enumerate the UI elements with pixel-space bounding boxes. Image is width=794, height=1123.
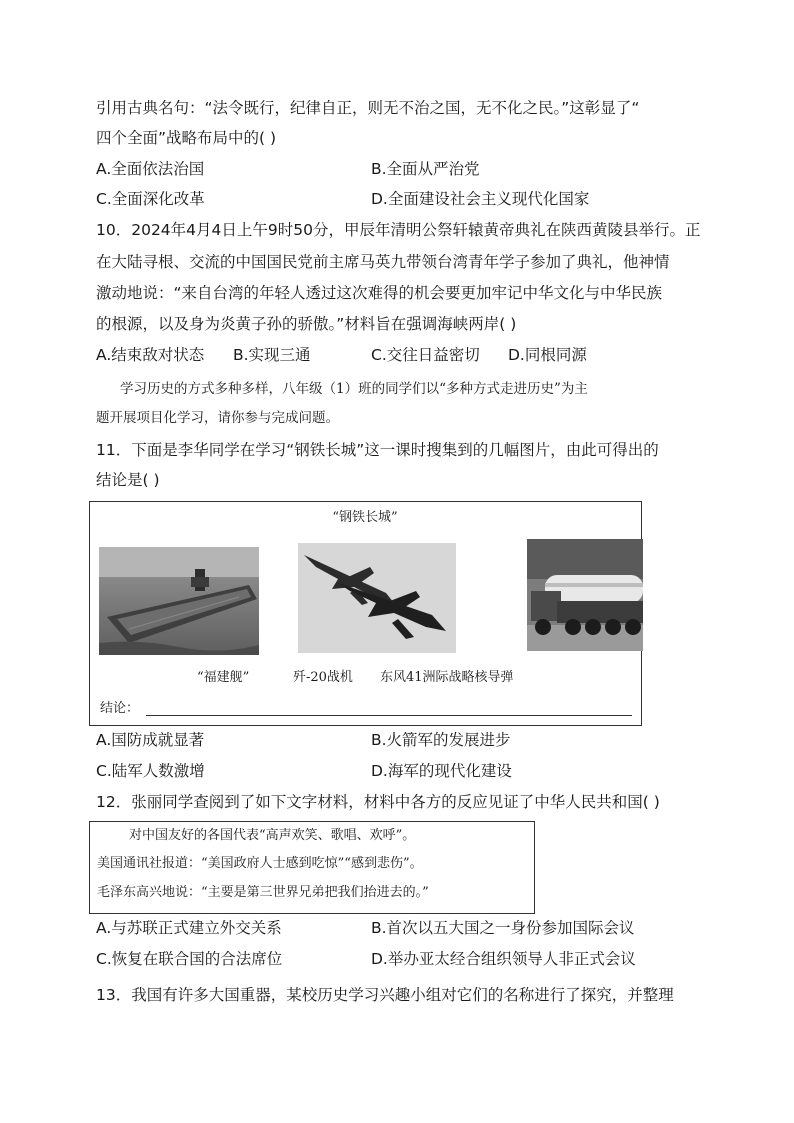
- q11-line1: 11．下面是李华同学在学习“钢铁长城”这一课时搜集到的几幅图片，由此可得出的: [96, 441, 659, 459]
- q10-option-a[interactable]: A.结束敌对状态: [96, 346, 205, 364]
- caption-j20: 歼-20战机: [293, 670, 353, 685]
- q13-line1: 13．我国有许多大国重器，某校历史学习兴趣小组对它们的名称进行了探究，并整理: [96, 986, 674, 1004]
- df41-missile-photo: [527, 539, 643, 651]
- conclusion-blank[interactable]: [146, 715, 632, 716]
- caption-df41: 东风41洲际战略核导弹: [380, 670, 514, 685]
- intro-line1: 学习历史的方式多种多样，八年级（1）班的同学们以“多种方式走进历史”为主: [120, 381, 588, 397]
- material-line3: 毛泽东高兴地说：“主要是第三世界兄弟把我们抬进去的。”: [97, 885, 429, 900]
- conclusion-label: 结论：: [100, 701, 140, 716]
- q9-stem-line2: 四个全面”战略布局中的( ): [96, 129, 277, 147]
- q12-option-c[interactable]: C.恢复在联合国的合法席位: [96, 950, 283, 968]
- j20-fighter-photo: [298, 543, 456, 653]
- q10-line1: 10．2024年4月4日上午9时50分，甲辰年清明公祭轩辕黄帝典礼在陕西黄陵县举行。正: [96, 221, 701, 239]
- q9-option-a[interactable]: A.全面依法治国: [96, 160, 205, 178]
- q10-line3: 激动地说：“来自台湾的年轻人透过这次难得的机会要更加牢记中华文化与中华民族: [96, 284, 663, 302]
- material-line1: 对中国友好的各国代表“高声欢笑、歌唱、欢呼”。: [129, 828, 416, 843]
- q12-option-d[interactable]: D.举办亚太经合组织领导人非正式会议: [371, 950, 636, 968]
- fujian-carrier-photo: [99, 547, 259, 655]
- q11-line2: 结论是( ): [96, 471, 160, 489]
- q10-line2: 在大陆寻根、交流的中国国民党前主席马英九带领台湾青年学子参加了典礼，他神情: [96, 253, 670, 271]
- q10-option-d[interactable]: D.同根同源: [508, 346, 587, 364]
- q9-option-b[interactable]: B.全面从严治党: [371, 160, 480, 178]
- q9-option-c[interactable]: C.全面深化改革: [96, 190, 205, 208]
- q12-option-b[interactable]: B.首次以五大国之一身份参加国际会议: [371, 919, 635, 937]
- q11-option-c[interactable]: C.陆军人数激增: [96, 762, 205, 780]
- q9-option-d[interactable]: D.全面建设社会主义现代化国家: [371, 190, 590, 208]
- q12-stem: 12．张丽同学查阅到了如下文字材料，材料中各方的反应见证了中华人民共和国( ): [96, 793, 660, 811]
- q10-option-b[interactable]: B.实现三通: [233, 346, 311, 364]
- caption-fujian: “福建舰”: [197, 670, 250, 685]
- material-line2: 美国通讯社报道：“美国政府人士感到吃惊”“感到悲伤”。: [97, 856, 423, 871]
- steel-great-wall-figure: [89, 501, 642, 726]
- q11-option-a[interactable]: A.国防成就显著: [96, 731, 205, 749]
- q11-option-d[interactable]: D.海军的现代化建设: [371, 762, 512, 780]
- intro-line2: 题开展项目化学习，请你参与完成问题。: [96, 410, 339, 426]
- q10-option-c[interactable]: C.交往日益密切: [371, 346, 480, 364]
- q12-material-box: [89, 821, 535, 914]
- q12-option-a[interactable]: A.与苏联正式建立外交关系: [96, 919, 282, 937]
- q11-option-b[interactable]: B.火箭军的发展进步: [371, 731, 511, 749]
- figure-title: “钢铁长城”: [332, 510, 398, 525]
- q10-line4: 的根源，以及身为炎黄子孙的骄傲。”材料旨在强调海峡两岸( ): [96, 315, 517, 333]
- q9-stem-line1: 引用古典名句：“法令既行，纪律自正，则无不治之国，无不化之民。”这彰显了“: [96, 99, 640, 117]
